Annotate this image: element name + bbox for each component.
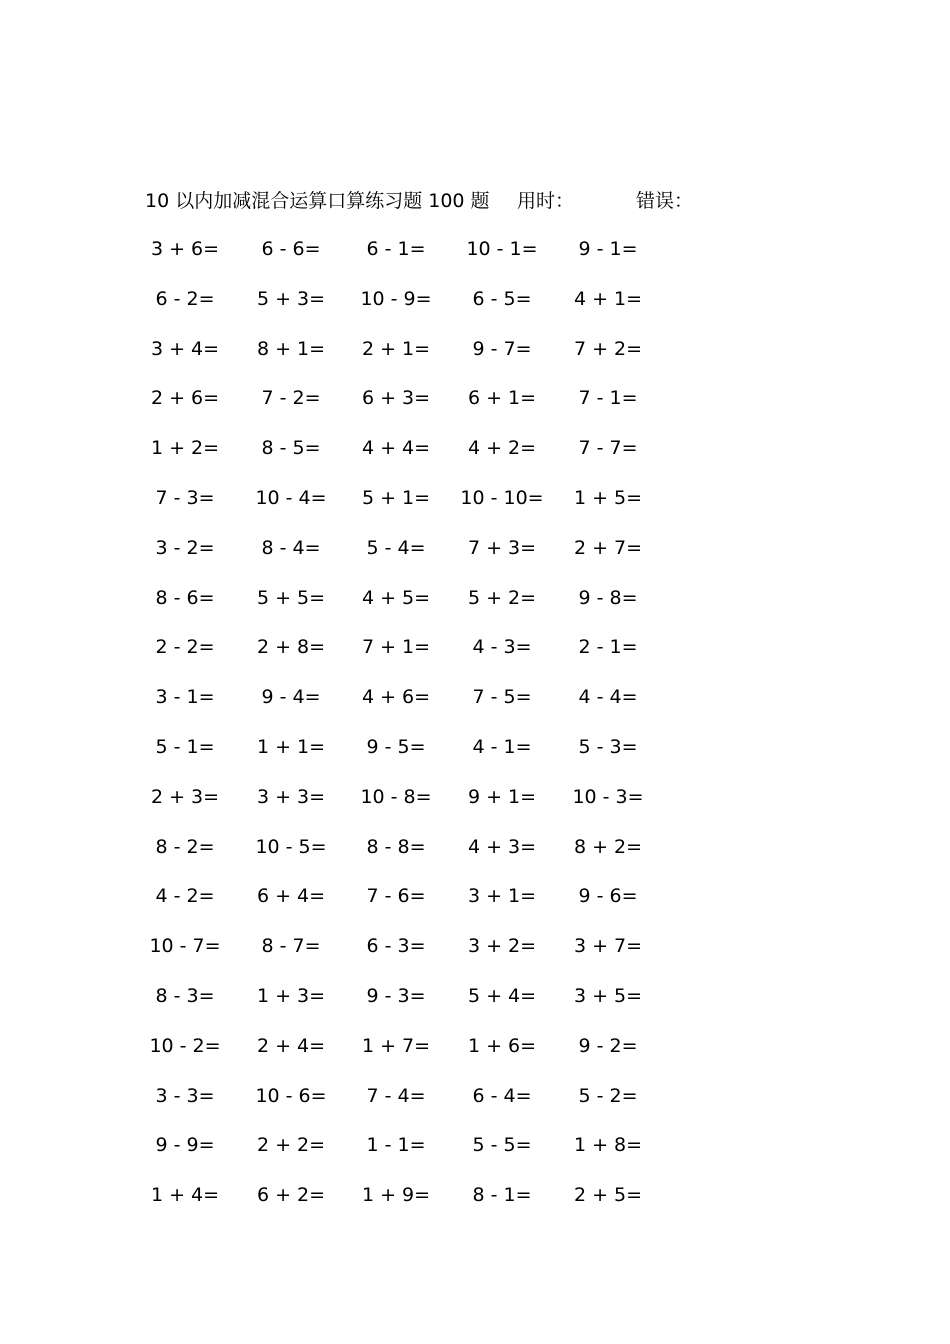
problem-cell: 2 + 2= <box>256 1134 326 1157</box>
problem-grid <box>0 236 950 1232</box>
problem-cell: 1 + 8= <box>573 1134 643 1157</box>
problem-cell: 10 - 2= <box>149 1034 221 1057</box>
problem-cell: 6 - 1= <box>366 238 426 260</box>
problem-row <box>0 385 950 435</box>
problem-cell: 10 - 7= <box>149 935 221 958</box>
problem-cell: 10 - 8= <box>360 785 432 808</box>
problem-cell: 3 + 2= <box>467 935 537 958</box>
errors-label: 错误： <box>636 190 694 212</box>
problem-cell: 4 - 3= <box>472 636 532 659</box>
problem-cell: 5 + 4= <box>467 984 537 1007</box>
problem-cell: 9 - 7= <box>472 337 532 360</box>
problem-cell: 10 - 4= <box>255 486 327 509</box>
problem-row <box>0 883 950 933</box>
problem-cell: 2 - 1= <box>578 636 638 659</box>
problem-cell: 8 - 5= <box>261 437 321 460</box>
problem-cell: 3 + 5= <box>573 984 643 1007</box>
problem-cell: 4 - 2= <box>155 885 215 908</box>
problem-cell: 8 - 8= <box>366 835 426 858</box>
problem-cell: 5 - 3= <box>578 735 638 758</box>
problem-cell: 9 - 5= <box>366 735 426 758</box>
problem-cell: 7 + 2= <box>573 337 643 360</box>
problem-cell: 2 + 1= <box>361 337 431 360</box>
problem-cell: 5 - 1= <box>155 735 215 758</box>
problem-cell: 3 + 7= <box>573 935 643 958</box>
problem-row <box>0 1033 950 1083</box>
problem-cell: 6 - 2= <box>155 287 215 310</box>
problem-cell: 8 - 2= <box>155 835 215 858</box>
problem-row <box>0 1182 950 1232</box>
problem-cell: 1 + 2= <box>150 437 220 460</box>
problem-cell: 10 - 5= <box>255 835 327 858</box>
problem-cell: 2 - 2= <box>155 636 215 659</box>
problem-cell: 10 - 3= <box>572 785 644 808</box>
problem-cell: 2 + 3= <box>150 785 220 808</box>
problem-cell: 7 - 7= <box>578 437 638 460</box>
problem-cell: 2 + 5= <box>573 1184 643 1207</box>
problem-cell: 1 + 5= <box>573 486 643 509</box>
problem-cell: 1 + 1= <box>256 735 326 758</box>
problem-cell: 8 + 1= <box>256 337 326 360</box>
problem-cell: 2 + 7= <box>573 536 643 559</box>
problem-cell: 9 - 1= <box>578 238 638 260</box>
problem-row <box>0 336 950 386</box>
problem-cell: 5 - 5= <box>472 1134 532 1157</box>
problem-row <box>0 784 950 834</box>
problem-cell: 1 + 3= <box>256 984 326 1007</box>
problem-cell: 4 + 6= <box>361 686 431 709</box>
problem-cell: 3 - 3= <box>155 1084 215 1107</box>
problem-cell: 5 + 5= <box>256 586 326 609</box>
problem-cell: 4 + 2= <box>467 437 537 460</box>
problem-cell: 5 + 1= <box>361 486 431 509</box>
problem-cell: 9 - 4= <box>261 686 321 709</box>
problem-row <box>0 983 950 1033</box>
problem-cell: 6 + 3= <box>361 387 431 410</box>
problem-row <box>0 236 950 286</box>
problem-cell: 6 + 1= <box>467 387 537 410</box>
problem-cell: 8 - 3= <box>155 984 215 1007</box>
problem-cell: 7 - 2= <box>261 387 321 410</box>
problem-cell: 4 + 4= <box>361 437 431 460</box>
problem-row <box>0 435 950 485</box>
problem-cell: 8 - 6= <box>155 586 215 609</box>
problem-cell: 3 - 2= <box>155 536 215 559</box>
problem-cell: 3 + 1= <box>467 885 537 908</box>
problem-row <box>0 286 950 336</box>
problem-cell: 8 + 2= <box>573 835 643 858</box>
problem-cell: 6 + 2= <box>256 1184 326 1207</box>
problem-cell: 4 - 1= <box>472 735 532 758</box>
problem-cell: 3 + 6= <box>150 238 220 260</box>
problem-row <box>0 734 950 784</box>
problem-cell: 5 + 2= <box>467 586 537 609</box>
time-label: 用时： <box>517 190 575 212</box>
problem-cell: 1 + 7= <box>361 1034 431 1057</box>
problem-cell: 1 + 9= <box>361 1184 431 1207</box>
problem-cell: 6 - 6= <box>261 238 321 260</box>
problem-cell: 6 - 4= <box>472 1084 532 1107</box>
problem-cell: 9 - 8= <box>578 586 638 609</box>
problem-cell: 10 - 1= <box>466 238 538 260</box>
problem-row <box>0 634 950 684</box>
problem-cell: 9 - 6= <box>578 885 638 908</box>
problem-cell: 1 - 1= <box>366 1134 426 1157</box>
problem-row <box>0 933 950 983</box>
problem-cell: 8 - 4= <box>261 536 321 559</box>
problem-cell: 3 - 1= <box>155 686 215 709</box>
problem-cell: 2 + 8= <box>256 636 326 659</box>
problem-cell: 9 - 2= <box>578 1034 638 1057</box>
problem-cell: 7 + 1= <box>361 636 431 659</box>
problem-cell: 4 - 4= <box>578 686 638 709</box>
problem-cell: 7 - 5= <box>472 686 532 709</box>
problem-cell: 10 - 10= <box>460 486 544 509</box>
problem-cell: 9 - 9= <box>155 1134 215 1157</box>
problem-row <box>0 485 950 535</box>
problem-cell: 2 + 4= <box>256 1034 326 1057</box>
problem-cell: 10 - 9= <box>360 287 432 310</box>
problem-cell: 6 - 3= <box>366 935 426 958</box>
problem-cell: 6 - 5= <box>472 287 532 310</box>
problem-row <box>0 535 950 585</box>
problem-cell: 5 - 4= <box>366 536 426 559</box>
problem-row <box>0 1132 950 1182</box>
problem-cell: 7 + 3= <box>467 536 537 559</box>
problem-cell: 7 - 3= <box>155 486 215 509</box>
problem-cell: 2 + 6= <box>150 387 220 410</box>
problem-cell: 5 + 3= <box>256 287 326 310</box>
problem-cell: 4 + 3= <box>467 835 537 858</box>
problem-cell: 8 - 1= <box>472 1184 532 1207</box>
problem-cell: 3 + 3= <box>256 785 326 808</box>
problem-cell: 9 + 1= <box>467 785 537 808</box>
problem-cell: 10 - 6= <box>255 1084 327 1107</box>
problem-row <box>0 834 950 884</box>
problem-cell: 7 - 1= <box>578 387 638 410</box>
worksheet-title: 10 以内加减混合运算口算练习题 100 题 <box>145 190 490 212</box>
problem-row <box>0 684 950 734</box>
problem-cell: 7 - 4= <box>366 1084 426 1107</box>
problem-cell: 6 + 4= <box>256 885 326 908</box>
problem-cell: 1 + 4= <box>150 1184 220 1207</box>
problem-row <box>0 1083 950 1133</box>
problem-cell: 8 - 7= <box>261 935 321 958</box>
problem-cell: 3 + 4= <box>150 337 220 360</box>
problem-cell: 1 + 6= <box>467 1034 537 1057</box>
problem-cell: 9 - 3= <box>366 984 426 1007</box>
problem-cell: 7 - 6= <box>366 885 426 908</box>
problem-row <box>0 585 950 635</box>
problem-cell: 4 + 1= <box>573 287 643 310</box>
problem-cell: 5 - 2= <box>578 1084 638 1107</box>
problem-cell: 4 + 5= <box>361 586 431 609</box>
